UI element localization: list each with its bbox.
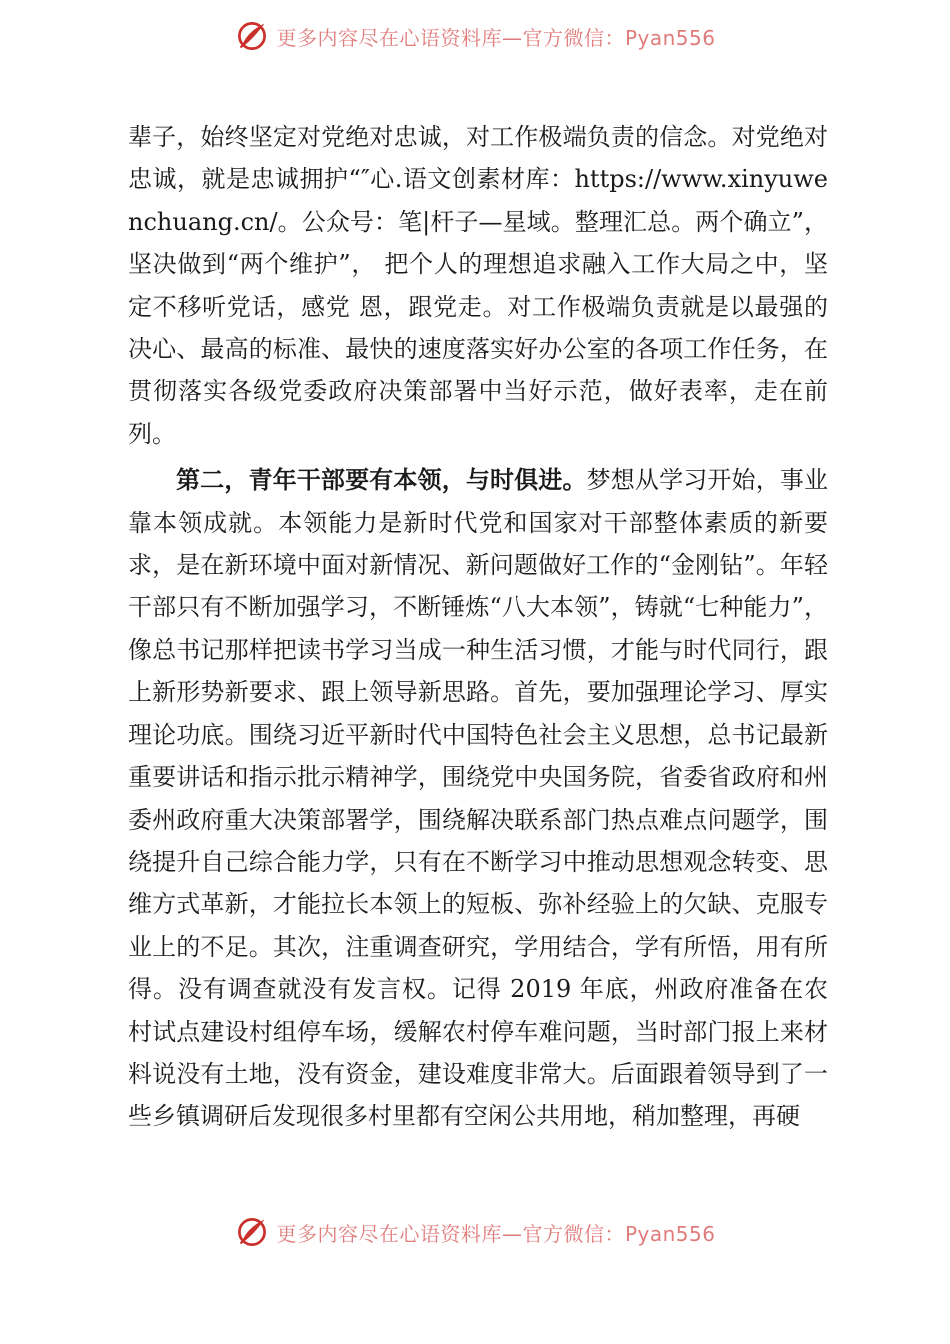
logo-icon xyxy=(234,1214,270,1250)
header-watermark-text: 更多内容尽在心语资料库—官方微信：Pyan556 xyxy=(276,25,716,50)
logo-icon xyxy=(234,18,270,54)
paragraph-1: 辈子，始终坚定对党绝对忠诚，对工作极端负责的信念。对党绝对忠诚，就是忠诚拥护“″心.语文创素材库：https://www.xinyuwenchuang.cn/。公众号：笔|杆子—星域。整理汇总。两个确立”，坚决做到“两个维护”， 把个人的理想追求融入工作大局之中，坚定不移听党话，感党 恩，跟党走。对工作极端负责就是以最强的决心、最高的标准、最快的速度落实好办公室的各项工作任务，在贯彻落实各级党委政府决策部署中当好示范，做好表率，走在前列。 xyxy=(128,123,828,448)
document-body xyxy=(128,116,828,1138)
paragraph-2 xyxy=(128,459,828,1138)
footer-watermark xyxy=(0,1210,950,1254)
footer-watermark-text: 更多内容尽在心语资料库—官方微信：Pyan556 xyxy=(276,1221,716,1246)
paragraph-2-text: 梦想从学习开始，事业靠本领成就。本领能力是新时代党和国家对干部整体素质的新要求，是在新环境中面对新情况、新问题做好工作的“金刚钻”。年轻干部只有不断加强学习，不断锤炼“八大本领”，铸就“七种能力”，像总书记那样把读书学习当成一种生活习惯，才能与时代同行，跟上新形势新要求、跟上领导新思路。首先，要加强理论学习、厚实理论功底。围绕习近平新时代中国特色社会主义思想，总书记最新重要讲话和指示批示精神学，围绕党中央国务院，省委省政府和州委州政府重大决策部署学，围绕解决联系部门热点难点问题学，围绕提升自己综合能力学，只有在不断学习中推动思想观念转变、思维方式革新，才能拉长本领上的短板、弥补经验上的欠缺、克服专业上的不足。其次，注重调查研究，学用结合，学有所悟，用有所得。没有调查就没有发言权。记得 2019 年底，州政府准备在农村试点建设村组停车场，缓解农村停车难问题，当时部门报上来材料说没有土地，没有资金，建设难度非常大。后面跟着领导到了一些乡镇调研后发现很多村里都有空闲公共用地，稍加整理，再硬 xyxy=(128,466,829,1131)
header-watermark xyxy=(0,14,950,58)
section-heading: 第二，青年干部要有本领，与时俱进。 xyxy=(176,465,587,495)
